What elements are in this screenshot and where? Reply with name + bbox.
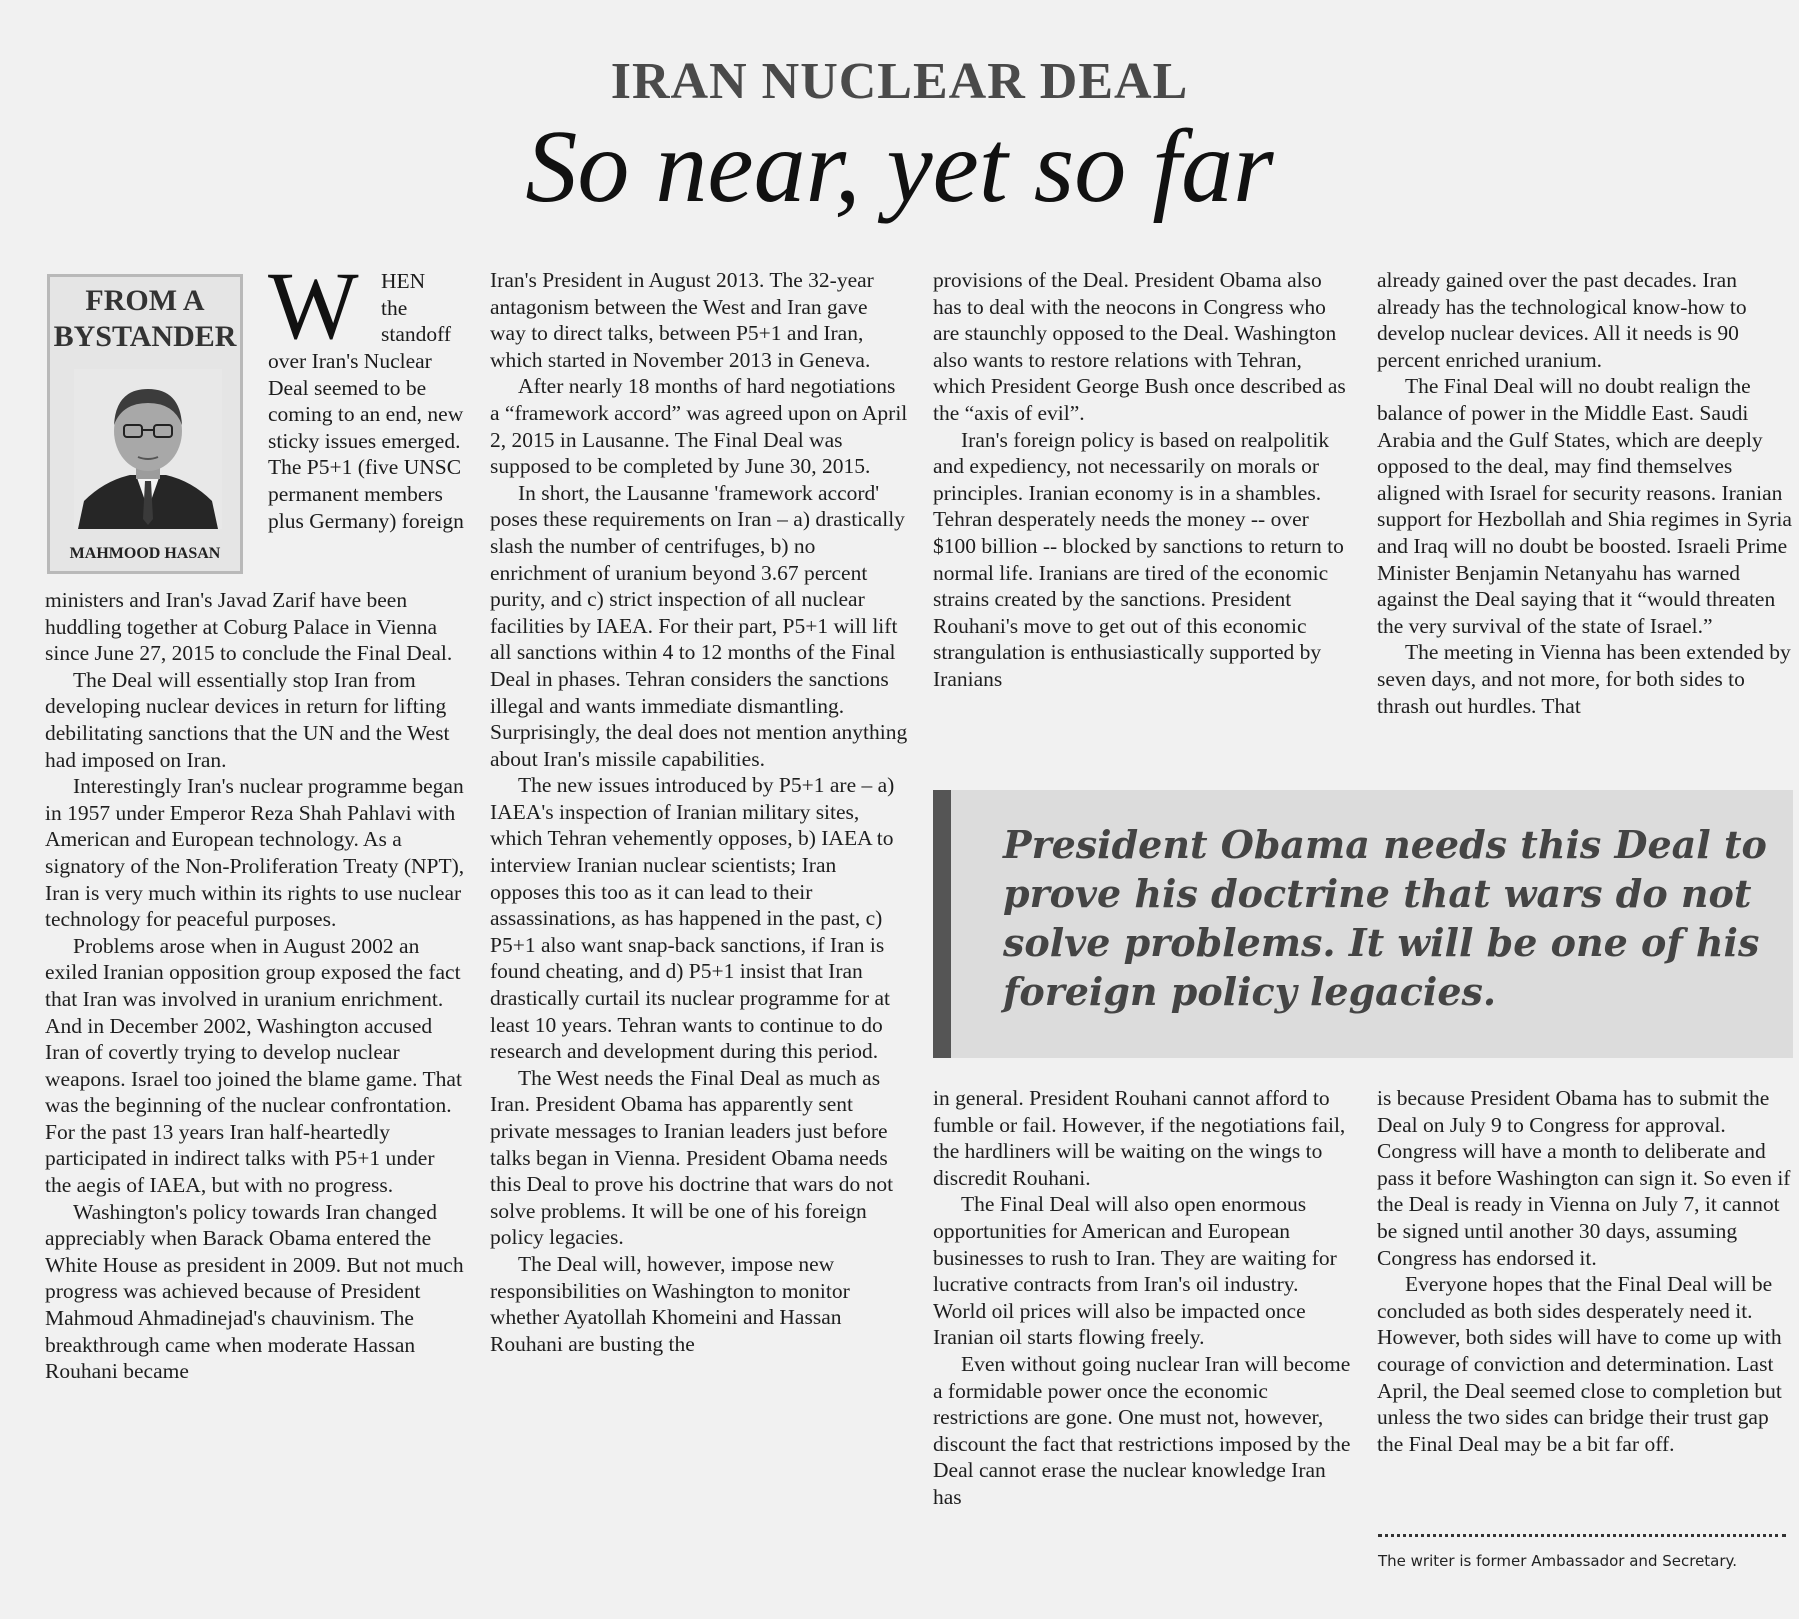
paragraph: Even without going nuclear Iran will become a formidable power once the economic restrictions are gone. One must not, however, discount the fact that restrictions imposed by the Deal cannot erase the nuclear knowledge Iran has <box>933 1351 1351 1509</box>
column-4-bottom <box>1377 1085 1797 1457</box>
paragraph: provisions of the Deal. President Obama also has to deal with the neocons in Congress who are staunchly opposed to the Deal. Washington also wants to restore relations with Tehran, which President George Bush once described as the “axis of evil”. <box>933 268 1346 425</box>
dropcap-line: standoff <box>381 322 452 347</box>
paragraph: Iran's President in August 2013. The 32-year antagonism between the West and Iran gave way to direct talks, between P5+1 and Iran, which started in November 2013 in Geneva. <box>490 268 874 372</box>
paragraph: The Deal will, however, impose new responsibilities on Washington to monitor whether Ayatollah Khomeini and Hassan Rouhani are busting the <box>490 1251 850 1356</box>
dropcap-line: HEN <box>381 269 426 293</box>
column-1 <box>45 587 465 1385</box>
paragraph: in general. President Rouhani cannot afford to fumble or fail. However, if the negotiations fail, the hardliners will be waiting on the wings to discredit Rouhani. <box>933 1086 1346 1190</box>
column1-wrap-text: over Iran's Nuclear Deal seemed to be coming to an end, new sticky issues emerged. The P5+1 (five UNSC permanent members plus Germany) foreign <box>268 349 464 533</box>
byline-title-line2: BYSTANDER <box>53 320 237 353</box>
dropcap-lines <box>381 268 461 348</box>
pull-quote-text: President Obama needs this Deal to prove his doctrine that wars do not solve problems. It will be one of his foreign policy legacies. <box>1003 822 1767 1014</box>
drop-cap: W <box>268 252 359 359</box>
section-kicker: IRAN NUCLEAR DEAL <box>610 53 1189 110</box>
footer-divider <box>1378 1534 1786 1537</box>
paragraph: ministers and Iran's Javad Zarif have been huddling together at Coburg Palace in Vienna since June 27, 2015 to conclude the Final Deal. <box>45 588 453 666</box>
column-2 <box>490 267 908 1357</box>
paragraph: Interestingly Iran's nuclear programme began in 1957 under Emperor Reza Shah Pahlavi with American and European technology. As a signatory of the Non-Proliferation Treaty (NPT), Iran is very much within its rights to use nuclear technology for peaceful purposes. <box>45 774 465 932</box>
byline-author: MAHMOOD HASAN <box>69 545 221 562</box>
paragraph: The Final Deal will also open enormous opportunities for American and European businesses to rush to Iran. They are waiting for lucrative contracts from Iran's oil industry. World oil prices will also be impacted once Iranian oil starts flowing freely. <box>933 1192 1337 1350</box>
author-credit: The writer is former Ambassador and Secretary. <box>1378 1552 1738 1570</box>
column-3-top <box>933 267 1353 693</box>
paragraph: Iran's foreign policy is based on realpolitik and expediency, not necessarily on morals or principles. Iranian economy is in a shambles. Tehran desperately needs the money -- over $100 billion -- blocked by sanctions to return to normal life. Iranians are tired of the economic strains created by the sanctions. President Rouhani's move to get out of this economic strangulation is enthusiastically supported by Iranians <box>933 427 1344 691</box>
paragraph: The Deal will essentially stop Iran from developing nuclear devices in return for lifting debilitating sanctions that the UN and the West had imposed on Iran. <box>45 667 450 772</box>
pull-quote <box>933 790 1793 1058</box>
paragraph: The Final Deal will no doubt realign the balance of power in the Middle East. Saudi Arabia and the Gulf States, which are deeply opposed to the deal, may find themselves aligned with Israel for security reasons. Iranian support for Hezbollah and Shia regimes in Syria and Iraq will no doubt be boosted. Israeli Prime Minister Benjamin Netanyahu has warned against the Deal saying that it “would threaten the very survival of the state of Israel.” <box>1377 374 1792 638</box>
paragraph: The new issues introduced by P5+1 are – a) IAEA's inspection of Iranian military sites, which Tehran vehemently opposes, b) IAEA to interview Iranian nuclear scientists; Iran opposes this too as it can lead to their assassinations, as has happened in the past, c) P5+1 also want snap-back sanctions, if Iran is found cheating, and d) P5+1 insist that Iran drastically curtail its nuclear programme for at least 10 years. Tehran wants to continue to do research and development during this period. <box>490 773 895 1064</box>
column-4-top <box>1377 267 1797 719</box>
paragraph: The West needs the Final Deal as much as Iran. President Obama has apparently sent private messages to Iranian leaders just before talks began in Vienna. President Obama needs this Deal to prove his doctrine that wars do not solve problems. It will be one of his foreign policy legacies. <box>490 1065 894 1250</box>
paragraph: In short, the Lausanne 'framework accord' poses these requirements on Iran – a) drastically slash the number of centrifuges, b) no enrichment of uranium beyond 3.67 percent purity, and c) strict inspection of all nuclear facilities by IAEA. For their part, P5+1 will lift all sanctions within 4 to 12 months of the Final Deal in phases. Tehran considers the sanctions illegal and wants immediate dismantling. Surprisingly, the deal does not mention anything about Iran's missile capabilities. <box>490 480 908 771</box>
column-3-bottom <box>933 1085 1353 1511</box>
paragraph: is because President Obama has to submit the Deal on July 9 to Congress for approval. Congress will have a month to deliberate and pass it before Washington can sign it. So even if the Deal is ready in Vienna on July 7, it cannot be signed until another 30 days, assuming Congress has endorsed it. <box>1377 1086 1791 1270</box>
paragraph: Washington's policy towards Iran changed appreciably when Barack Obama entered the White House as president in 2009. But not much progress was achieved because of President Mahmoud Ahmadinejad's chauvinism. The breakthrough came when moderate Hassan Rouhani became <box>45 1199 464 1384</box>
headline: So near, yet so far <box>525 109 1274 224</box>
paragraph: Problems arose when in August 2002 an exiled Iranian opposition group exposed the fact that Iran was involved in uranium enrichment. And in December 2002, Washington accused Iran of covertly trying to develop nuclear weapons. Israel too joined the blame game. That was the beginning of the nuclear confrontation. For the past 13 years Iran half-heartedly participated in indirect talks with P5+1 under the aegis of IAEA, but with no progress. <box>45 933 462 1198</box>
paragraph: Everyone hopes that the Final Deal will be concluded as both sides desperately need it. However, both sides will have to come up with courage of conviction and determination. Last April, the Deal seemed close to completion but unless the two sides can bridge their trust gap the Final Deal may be a bit far off. <box>1377 1272 1782 1456</box>
byline-box <box>47 274 243 574</box>
paragraph: already gained over the past decades. Iran already has the technological know-how to develop nuclear devices. All it needs is 90 percent enriched uranium. <box>1377 268 1747 372</box>
byline-title-line1: FROM A <box>85 284 205 317</box>
paragraph: After nearly 18 months of hard negotiations a “framework accord” was agreed upon on April 2, 2015 in Lausanne. The Final Deal was supposed to be completed by June 30, 2015. <box>490 374 908 479</box>
dropcap-line: the <box>381 295 408 320</box>
paragraph: The meeting in Vienna has been extended by seven days, and not more, for both sides to thrash out hurdles. That <box>1377 640 1791 718</box>
author-portrait <box>74 369 222 529</box>
